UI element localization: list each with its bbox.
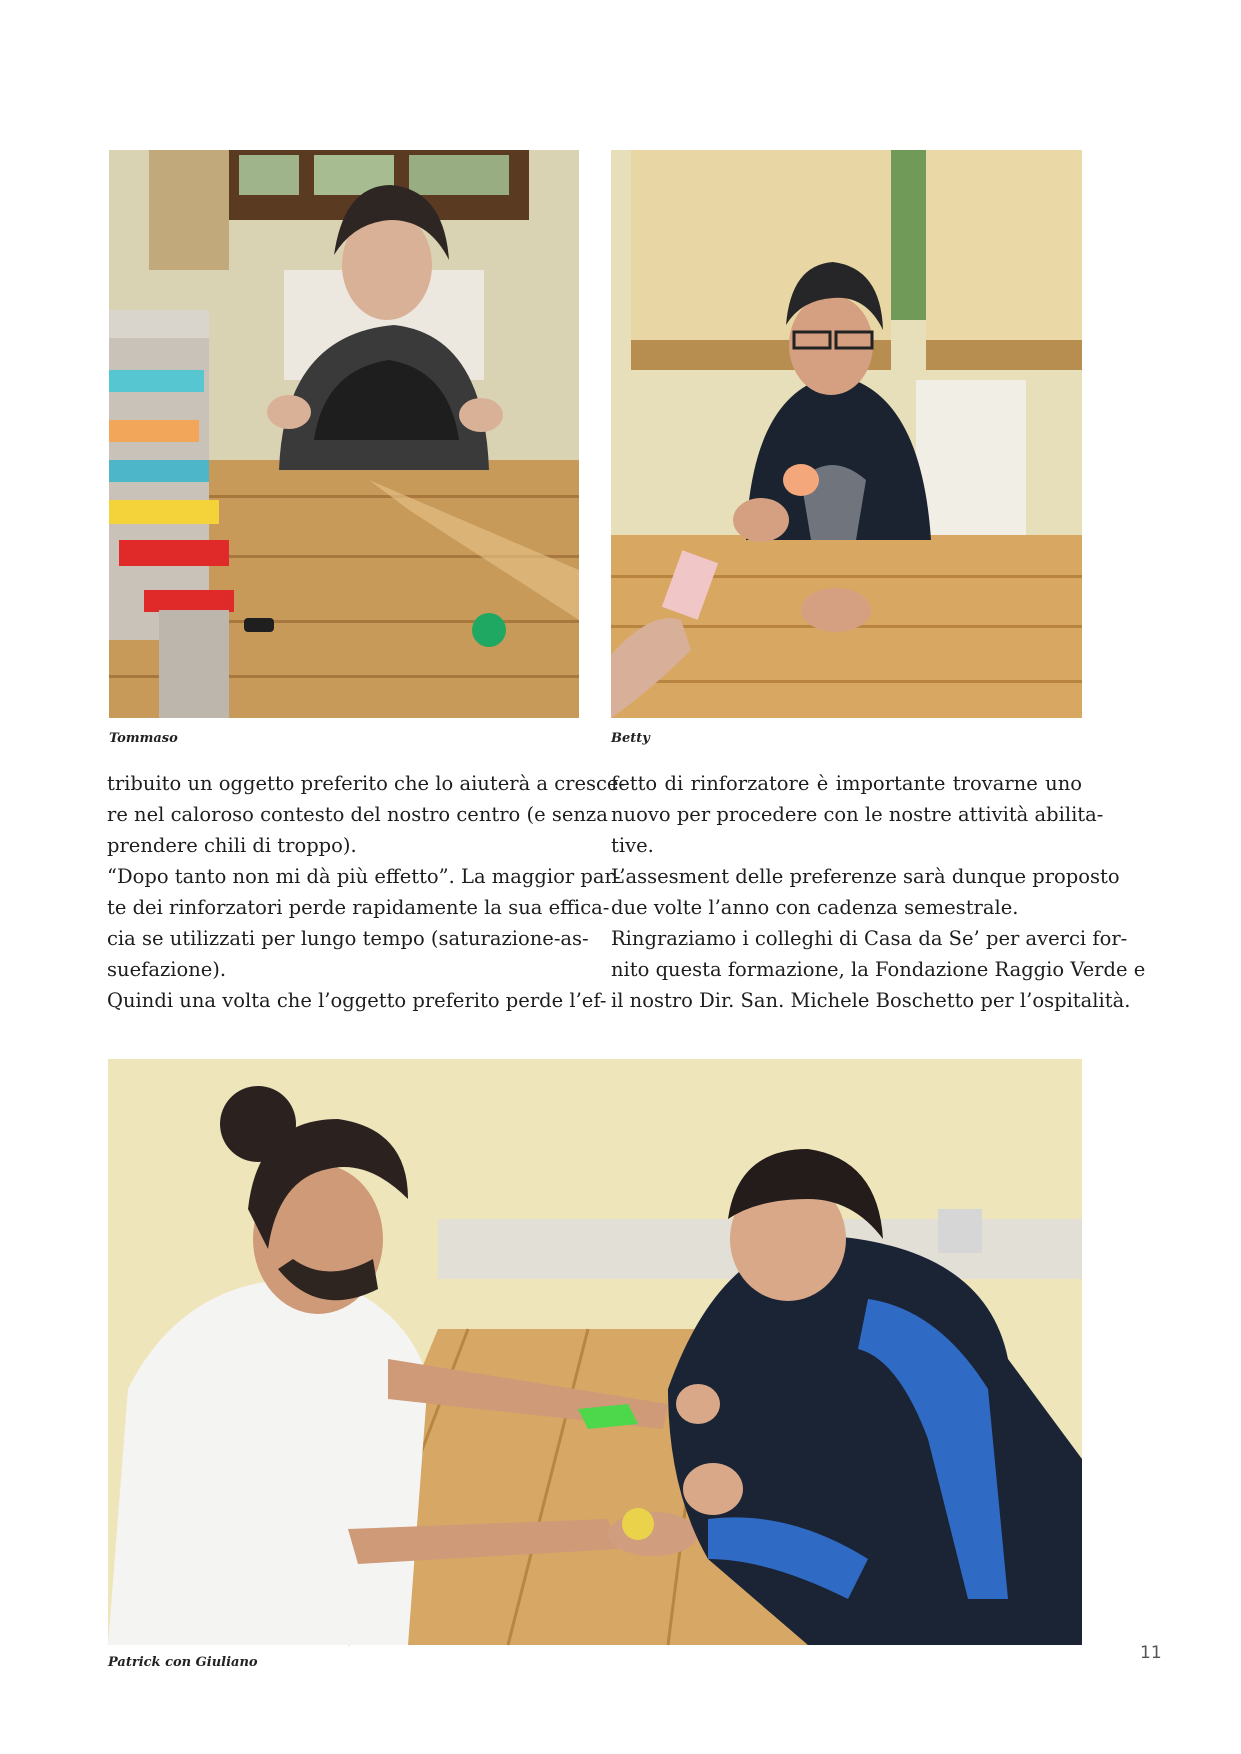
text-line: suefazione). [107,958,227,981]
text-line: tribuito un oggetto preferito che lo aiuterà a cresce- [107,772,626,795]
caption-tommaso: Tommaso [109,731,178,746]
text-line: due volte l’anno con cadenza semestrale. [611,896,1019,919]
body-column-left [107,768,626,1016]
photo-tommaso [109,150,579,718]
text-line: prendere chili di troppo). [107,834,357,857]
text-line: te dei rinforzatori perde rapidamente la sua effica- [107,896,610,919]
text-line: fetto di rinforzatore è importante trovarne uno [611,772,1082,795]
photo-patrick [108,1059,1082,1645]
photo-betty-image [611,150,1082,718]
photo-tommaso-image [109,150,579,718]
text-line: tive. [611,834,654,857]
page-number: 11 [1140,1643,1162,1663]
caption-betty: Betty [611,731,650,746]
body-column-right [611,768,1146,1016]
caption-patrick: Patrick con Giuliano [108,1655,258,1670]
text-line: re nel caloroso contesto del nostro centro (e senza [107,803,608,826]
text-line: Ringraziamo i colleghi di Casa da Se’ per averci for- [611,927,1128,950]
text-line: nuovo per procedere con le nostre attività abilita- [611,803,1104,826]
text-line: il nostro Dir. San. Michele Boschetto per l’ospitalità. [611,989,1131,1012]
text-line: “Dopo tanto non mi dà più effetto”. La maggior par- [107,865,621,888]
text-line: cia se utilizzati per lungo tempo (saturazione-as- [107,927,589,950]
text-line: L’assesment delle preferenze sarà dunque proposto [611,865,1120,888]
text-line: nito questa formazione, la Fondazione Raggio Verde e [611,958,1146,981]
text-line: Quindi una volta che l’oggetto preferito perde l’ef- [107,989,607,1012]
photo-betty [611,150,1082,718]
photo-patrick-image [108,1059,1082,1645]
